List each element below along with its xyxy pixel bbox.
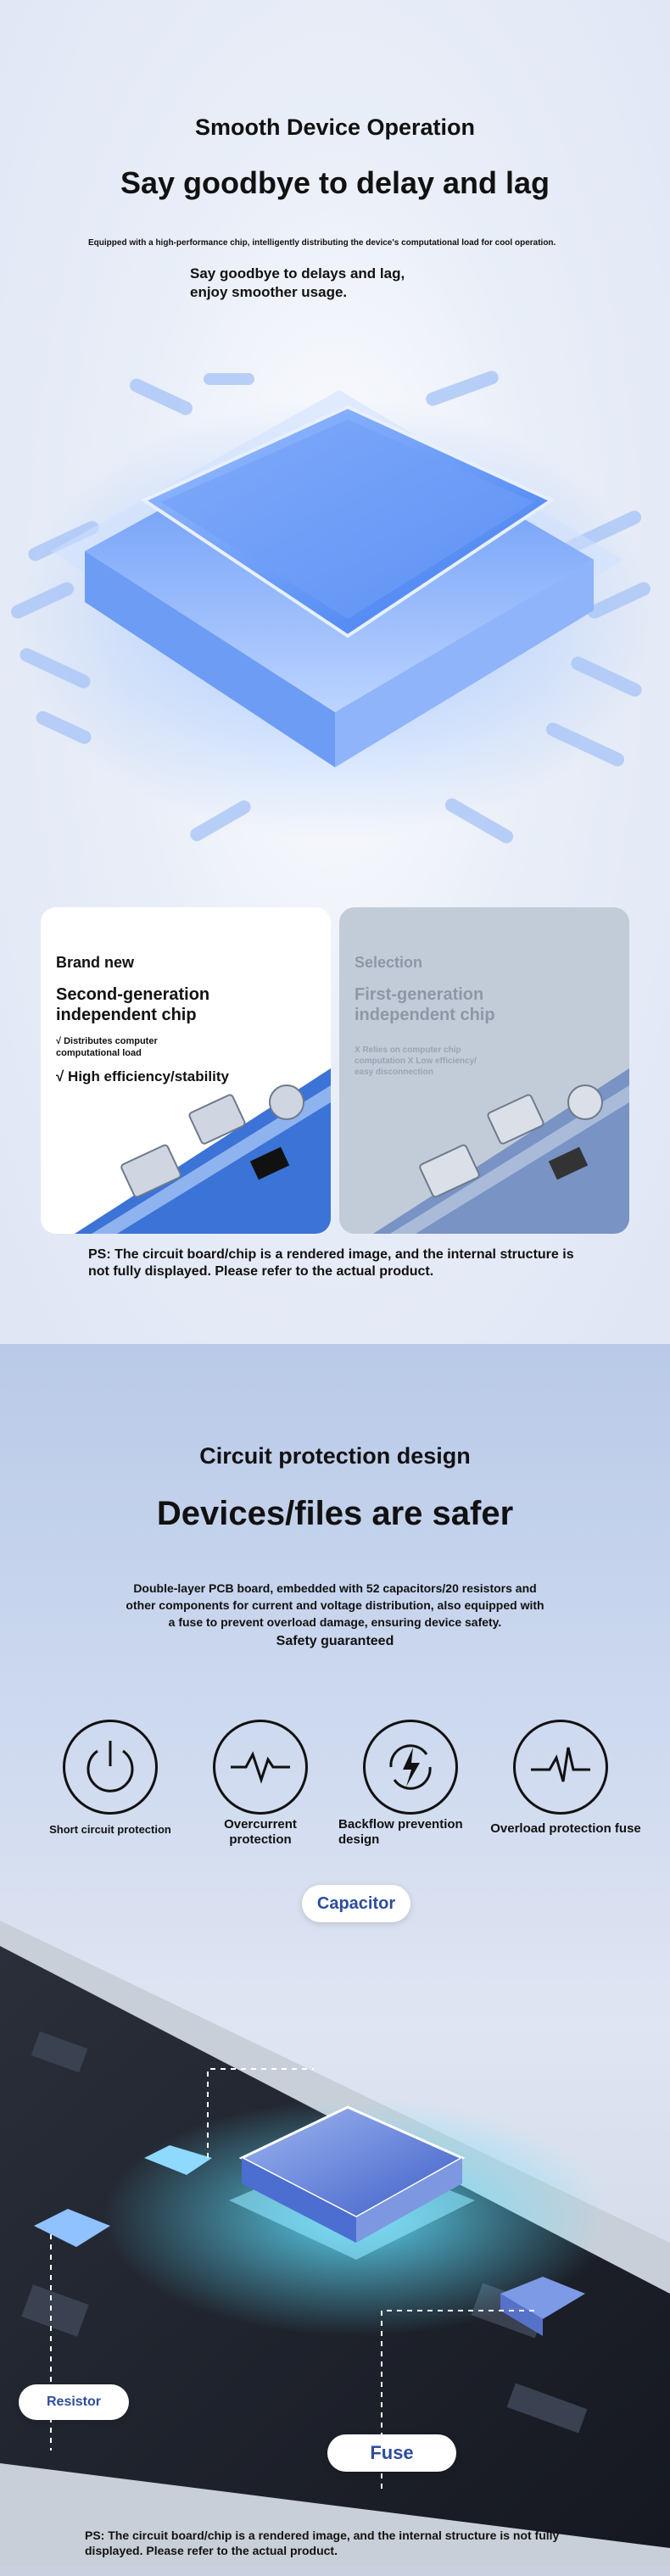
feature-label: Overload protection fuse	[490, 1821, 641, 1836]
callout-resistor: Resistor	[19, 2384, 129, 2420]
disclaimer	[85, 2528, 559, 2558]
tagline-line-2: enjoy smoother usage.	[190, 284, 348, 300]
card-tag: Brand new	[56, 954, 135, 971]
section-headline: Devices/files are safer	[156, 1495, 514, 1532]
safety-guaranteed: Safety guaranteed	[276, 1634, 394, 1648]
section-description	[0, 1580, 670, 1631]
card-title-line-2: independent chip	[355, 1006, 495, 1024]
disclaimer	[88, 1246, 574, 1280]
card-title-line-1: First-generation	[355, 985, 484, 1004]
description-line-3: a fuse to prevent overload damage, ensuring device safety.	[168, 1615, 502, 1629]
card-point-1-cont: computational load	[56, 1048, 142, 1058]
circuit-board-image	[339, 1034, 629, 1234]
tagline	[190, 265, 405, 302]
feature-label: Backflow prevention	[338, 1817, 463, 1832]
card-title-line-2: independent chip	[56, 1006, 197, 1024]
section-description: Equipped with a high-performance chip, intelligently distributing the device's computational load for cool operation.	[88, 238, 556, 248]
card-point-1: √ Distributes computer	[56, 1036, 158, 1046]
card-point-2: computation X Low efficiency/	[355, 1057, 477, 1066]
chip-illustration	[0, 339, 670, 882]
section-headline: Say goodbye to delay and lag	[120, 165, 550, 200]
spike-icon	[513, 1720, 608, 1815]
card-new-chip	[41, 907, 331, 1234]
disclaimer-line-2: displayed. Please refer to the actual product.	[85, 2544, 338, 2557]
feature-label-cont: design	[338, 1832, 380, 1847]
callout-capacitor-pill: Capacitor	[302, 1885, 410, 1922]
tagline-line-1: Say goodbye to delays and lag,	[190, 265, 405, 282]
disclaimer-line-1: PS: The circuit board/chip is a rendered image, and the internal structure is not fully	[85, 2529, 560, 2542]
description-line-2: other components for current and voltage distribution, also equipped with	[126, 1598, 544, 1612]
card-tag: Selection	[355, 954, 423, 971]
callout-fuse: Fuse	[327, 2434, 456, 2472]
feature-label-cont: protection	[229, 1832, 292, 1847]
card-title-line-1: Second-generation	[56, 985, 210, 1004]
power-icon	[63, 1720, 158, 1815]
feature-label: Short circuit protection	[49, 1823, 171, 1836]
circuit-board-image	[41, 1034, 331, 1234]
feature-label: Overcurrent	[224, 1817, 297, 1832]
lightning-cycle-icon	[363, 1720, 458, 1815]
description-line-1: Double-layer PCB board, embedded with 52 capacitors/20 resistors and	[133, 1581, 537, 1595]
section-circuit-protection	[0, 1344, 670, 2576]
disclaimer-line-1: PS: The circuit board/chip is a rendered image, and the internal structure is	[88, 1247, 574, 1262]
card-point-3: easy disconnection	[355, 1068, 433, 1077]
disclaimer-line-2: not fully displayed. Please refer to the actual product.	[88, 1264, 434, 1279]
card-point-1: X Relies on computer chip	[355, 1045, 461, 1055]
card-point-2: √ High efficiency/stability	[56, 1068, 229, 1084]
section-eyebrow: Smooth Device Operation	[194, 114, 476, 140]
pulse-icon	[213, 1720, 308, 1815]
card-old-chip	[339, 907, 629, 1234]
section-eyebrow: Circuit protection design	[199, 1443, 471, 1469]
